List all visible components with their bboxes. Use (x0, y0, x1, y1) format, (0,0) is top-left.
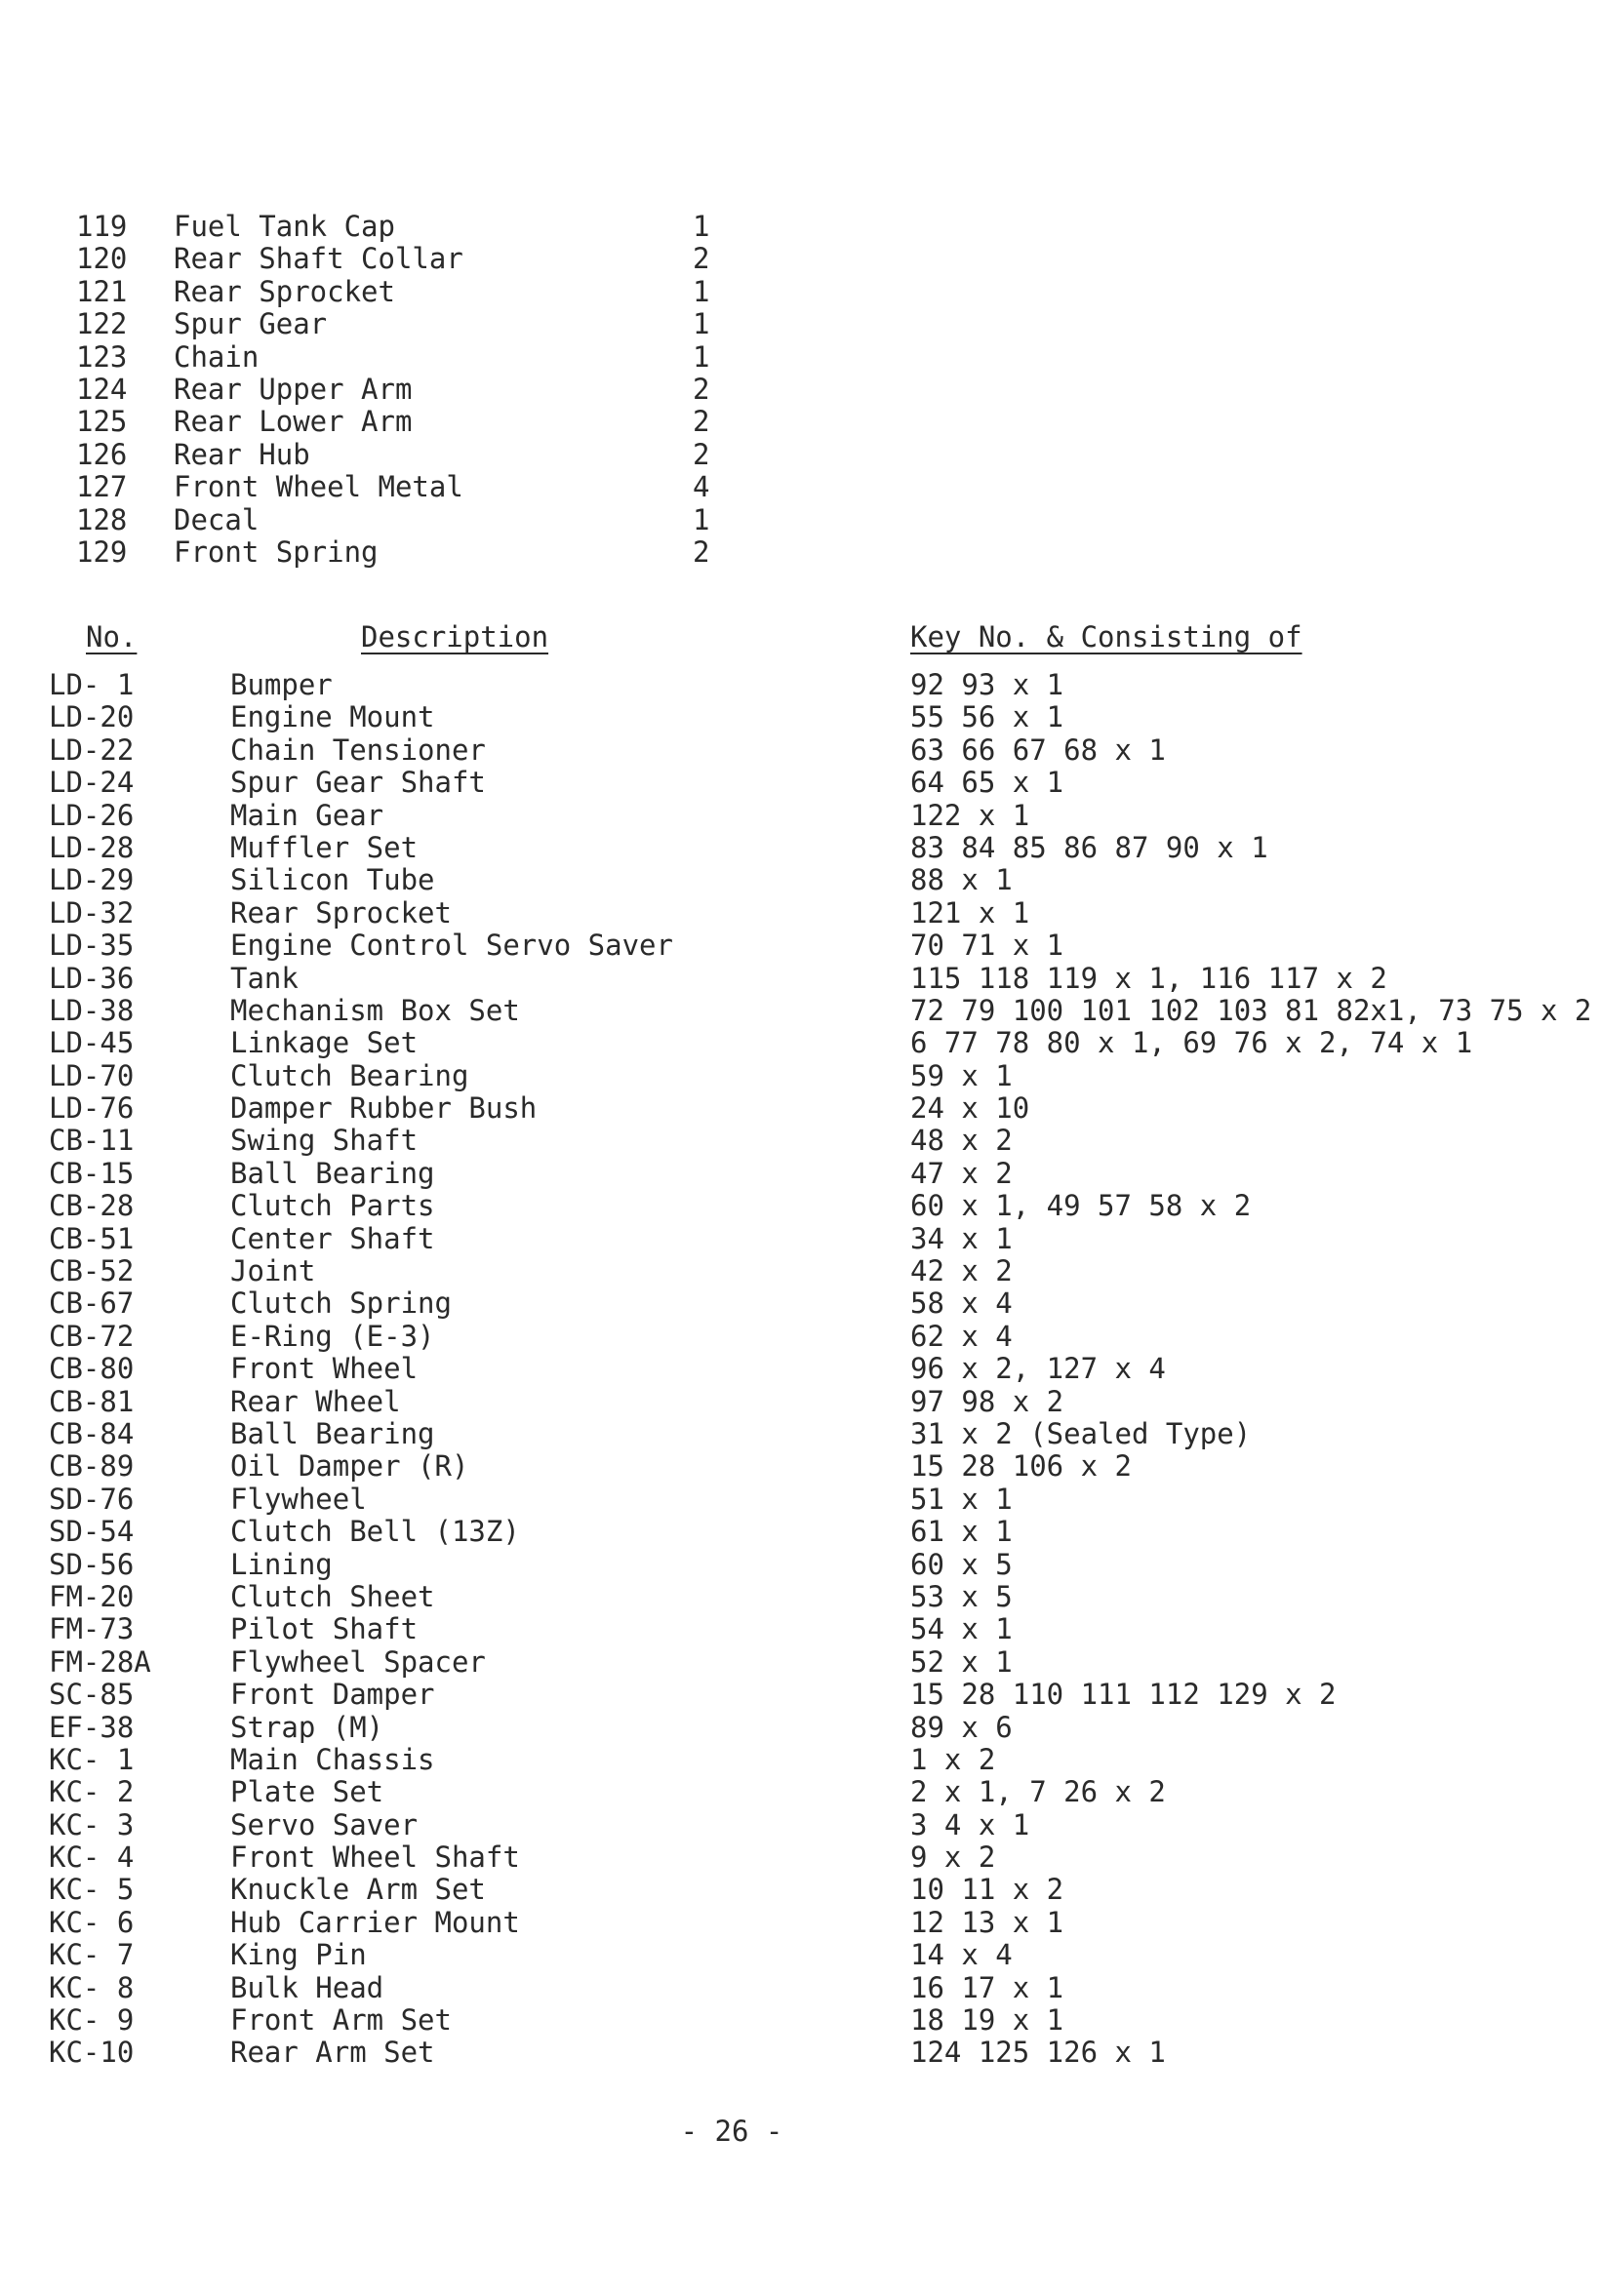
part-quantity: 1 (693, 274, 710, 308)
set-description: Front Wheel (230, 1352, 419, 1386)
set-description: Spur Gear Shaft (230, 766, 486, 800)
set-key-numbers: 59 x 1 (910, 1058, 1013, 1092)
set-description: Muffler Set (230, 830, 419, 864)
set-description: Strap (M) (230, 1710, 384, 1744)
set-description: Plate Set (230, 1775, 384, 1809)
part-description: Fuel Tank Cap (174, 210, 395, 243)
set-number: LD- 1 (49, 668, 135, 701)
part-quantity: 1 (693, 210, 710, 243)
set-description: Swing Shaft (230, 1124, 419, 1158)
set-number: LD-24 (49, 766, 135, 800)
set-key-numbers: 16 17 x 1 (910, 1970, 1064, 2004)
set-number: LD-26 (49, 798, 135, 832)
set-number: LD-45 (49, 1026, 135, 1060)
part-number: 119 (76, 210, 128, 243)
part-description: Rear Shaft Collar (174, 242, 463, 276)
set-number: KC- 9 (49, 2003, 135, 2038)
set-description: Pilot Shaft (230, 1612, 419, 1646)
set-description: Engine Control Servo Saver (230, 929, 673, 963)
set-number: LD-38 (49, 993, 135, 1027)
set-description: Front Damper (230, 1678, 435, 1712)
set-key-numbers: 42 x 2 (910, 1254, 1013, 1288)
set-key-numbers: 10 11 x 2 (910, 1873, 1064, 1907)
part-number: 128 (76, 502, 128, 536)
part-quantity: 1 (693, 307, 710, 341)
set-key-numbers: 2 x 1, 7 26 x 2 (910, 1775, 1166, 1809)
header-description: Description (361, 620, 549, 653)
set-number: KC- 6 (49, 1905, 135, 1939)
set-description: Joint (230, 1254, 316, 1288)
set-number: SD-54 (49, 1515, 135, 1549)
set-description: Silicon Tube (230, 863, 435, 897)
set-key-numbers: 92 93 x 1 (910, 668, 1064, 701)
set-key-numbers: 89 x 6 (910, 1710, 1013, 1744)
set-key-numbers: 124 125 126 x 1 (910, 2036, 1166, 2070)
set-number: FM-73 (49, 1612, 135, 1646)
set-number: CB-84 (49, 1416, 135, 1450)
set-key-numbers: 60 x 1, 49 57 58 x 2 (910, 1189, 1252, 1223)
set-description: Linkage Set (230, 1026, 419, 1060)
set-description: Center Shaft (230, 1221, 435, 1255)
set-description: Hub Carrier Mount (230, 1905, 520, 1939)
part-number: 124 (76, 372, 128, 406)
set-key-numbers: 48 x 2 (910, 1124, 1013, 1158)
set-description: Main Chassis (230, 1742, 435, 1776)
set-number: KC- 8 (49, 1970, 135, 2004)
set-key-numbers: 115 118 119 x 1, 116 117 x 2 (910, 961, 1387, 995)
part-number: 120 (76, 242, 128, 276)
set-description: Lining (230, 1547, 333, 1581)
set-number: KC-10 (49, 2036, 135, 2070)
set-key-numbers: 121 x 1 (910, 895, 1030, 930)
set-description: Engine Mount (230, 700, 435, 734)
set-key-numbers: 14 x 4 (910, 1938, 1013, 1972)
part-description: Front Spring (174, 534, 379, 569)
set-key-numbers: 9 x 2 (910, 1841, 996, 1875)
part-number: 121 (76, 274, 128, 308)
set-key-numbers: 6 77 78 80 x 1, 69 76 x 2, 74 x 1 (910, 1026, 1473, 1060)
set-number: LD-76 (49, 1091, 135, 1126)
set-number: KC- 1 (49, 1742, 135, 1776)
part-quantity: 1 (693, 339, 710, 374)
set-number: CB-52 (49, 1254, 135, 1288)
set-number: LD-70 (49, 1058, 135, 1092)
set-key-numbers: 1 x 2 (910, 1742, 996, 1776)
set-key-numbers: 52 x 1 (910, 1644, 1013, 1679)
set-description: Front Wheel Shaft (230, 1841, 520, 1875)
set-key-numbers: 70 71 x 1 (910, 929, 1064, 963)
part-description: Rear Hub (174, 437, 310, 471)
set-key-numbers: 122 x 1 (910, 798, 1030, 832)
part-quantity: 2 (693, 534, 710, 569)
set-key-numbers: 18 19 x 1 (910, 2003, 1064, 2038)
set-number: LD-36 (49, 961, 135, 995)
part-quantity: 4 (693, 470, 710, 504)
part-description: Rear Sprocket (174, 274, 395, 308)
set-key-numbers: 61 x 1 (910, 1515, 1013, 1549)
part-description: Decal (174, 502, 260, 536)
set-description: Ball Bearing (230, 1416, 435, 1450)
set-description: Ball Bearing (230, 1156, 435, 1190)
set-description: Clutch Sheet (230, 1579, 435, 1613)
set-number: CB-72 (49, 1319, 135, 1353)
set-key-numbers: 62 x 4 (910, 1319, 1013, 1353)
part-number: 129 (76, 534, 128, 569)
set-description: Rear Arm Set (230, 2036, 435, 2070)
set-description: Oil Damper (R) (230, 1449, 469, 1484)
set-description: Front Arm Set (230, 2003, 452, 2038)
set-key-numbers: 97 98 x 2 (910, 1384, 1064, 1418)
set-description: Bulk Head (230, 1970, 384, 2004)
set-description: Main Gear (230, 798, 384, 832)
set-number: KC- 5 (49, 1873, 135, 1907)
set-number: LD-29 (49, 863, 135, 897)
header-no: No. (86, 620, 138, 653)
set-number: CB-81 (49, 1384, 135, 1418)
set-description: E-Ring (E-3) (230, 1319, 435, 1353)
set-number: SD-56 (49, 1547, 135, 1581)
set-key-numbers: 51 x 1 (910, 1482, 1013, 1516)
page-number: - 26 - (680, 2115, 783, 2148)
set-description: Flywheel (230, 1482, 367, 1516)
set-number: FM-20 (49, 1579, 135, 1613)
set-description: King Pin (230, 1938, 367, 1972)
set-number: FM-28A (49, 1644, 151, 1679)
set-number: LD-32 (49, 895, 135, 930)
set-description: Chain Tensioner (230, 732, 486, 767)
set-description: Rear Wheel (230, 1384, 401, 1418)
part-description: Rear Lower Arm (174, 405, 413, 439)
part-description: Rear Upper Arm (174, 372, 413, 406)
header-key-no: Key No. & Consisting of (910, 620, 1302, 653)
set-description: Clutch Spring (230, 1287, 452, 1321)
set-description: Servo Saver (230, 1807, 419, 1841)
set-description: Tank (230, 961, 299, 995)
set-key-numbers: 64 65 x 1 (910, 766, 1064, 800)
part-description: Chain (174, 339, 260, 374)
set-number: CB-11 (49, 1124, 135, 1158)
set-number: CB-28 (49, 1189, 135, 1223)
set-key-numbers: 96 x 2, 127 x 4 (910, 1352, 1166, 1386)
set-number: LD-22 (49, 732, 135, 767)
set-description: Flywheel Spacer (230, 1644, 486, 1679)
set-number: CB-67 (49, 1287, 135, 1321)
part-quantity: 2 (693, 242, 710, 276)
part-quantity: 2 (693, 372, 710, 406)
set-key-numbers: 54 x 1 (910, 1612, 1013, 1646)
set-description: Mechanism Box Set (230, 993, 520, 1027)
set-number: KC- 7 (49, 1938, 135, 1972)
part-quantity: 1 (693, 502, 710, 536)
part-description: Front Wheel Metal (174, 470, 463, 504)
set-number: KC- 4 (49, 1841, 135, 1875)
set-number: LD-35 (49, 929, 135, 963)
set-description: Clutch Parts (230, 1189, 435, 1223)
part-number: 123 (76, 339, 128, 374)
set-key-numbers: 31 x 2 (Sealed Type) (910, 1416, 1252, 1450)
set-description: Rear Sprocket (230, 895, 452, 930)
set-description: Clutch Bell (13Z) (230, 1515, 520, 1549)
set-description: Bumper (230, 668, 333, 701)
set-number: EF-38 (49, 1710, 135, 1744)
set-number: LD-28 (49, 830, 135, 864)
set-description: Clutch Bearing (230, 1058, 469, 1092)
set-number: CB-80 (49, 1352, 135, 1386)
part-quantity: 2 (693, 437, 710, 471)
set-key-numbers: 12 13 x 1 (910, 1905, 1064, 1939)
set-number: KC- 3 (49, 1807, 135, 1841)
set-number: CB-51 (49, 1221, 135, 1255)
set-key-numbers: 83 84 85 86 87 90 x 1 (910, 830, 1268, 864)
set-number: SC-85 (49, 1678, 135, 1712)
set-key-numbers: 58 x 4 (910, 1287, 1013, 1321)
set-number: LD-20 (49, 700, 135, 734)
set-key-numbers: 55 56 x 1 (910, 700, 1064, 734)
set-description: Knuckle Arm Set (230, 1873, 486, 1907)
part-number: 126 (76, 437, 128, 471)
set-key-numbers: 15 28 110 111 112 129 x 2 (910, 1678, 1337, 1712)
set-number: CB-15 (49, 1156, 135, 1190)
set-key-numbers: 88 x 1 (910, 863, 1013, 897)
set-key-numbers: 15 28 106 x 2 (910, 1449, 1132, 1484)
set-number: SD-76 (49, 1482, 135, 1516)
set-key-numbers: 53 x 5 (910, 1579, 1013, 1613)
set-key-numbers: 63 66 67 68 x 1 (910, 732, 1166, 767)
set-key-numbers: 47 x 2 (910, 1156, 1013, 1190)
part-number: 122 (76, 307, 128, 341)
set-description: Damper Rubber Bush (230, 1091, 538, 1126)
set-key-numbers: 34 x 1 (910, 1221, 1013, 1255)
part-quantity: 2 (693, 405, 710, 439)
set-number: CB-89 (49, 1449, 135, 1484)
set-key-numbers: 72 79 100 101 102 103 81 82x1, 73 75 x 2 (910, 993, 1592, 1027)
part-number: 125 (76, 405, 128, 439)
part-description: Spur Gear (174, 307, 328, 341)
part-number: 127 (76, 470, 128, 504)
set-key-numbers: 3 4 x 1 (910, 1807, 1030, 1841)
set-key-numbers: 60 x 5 (910, 1547, 1013, 1581)
set-key-numbers: 24 x 10 (910, 1091, 1030, 1126)
set-number: KC- 2 (49, 1775, 135, 1809)
